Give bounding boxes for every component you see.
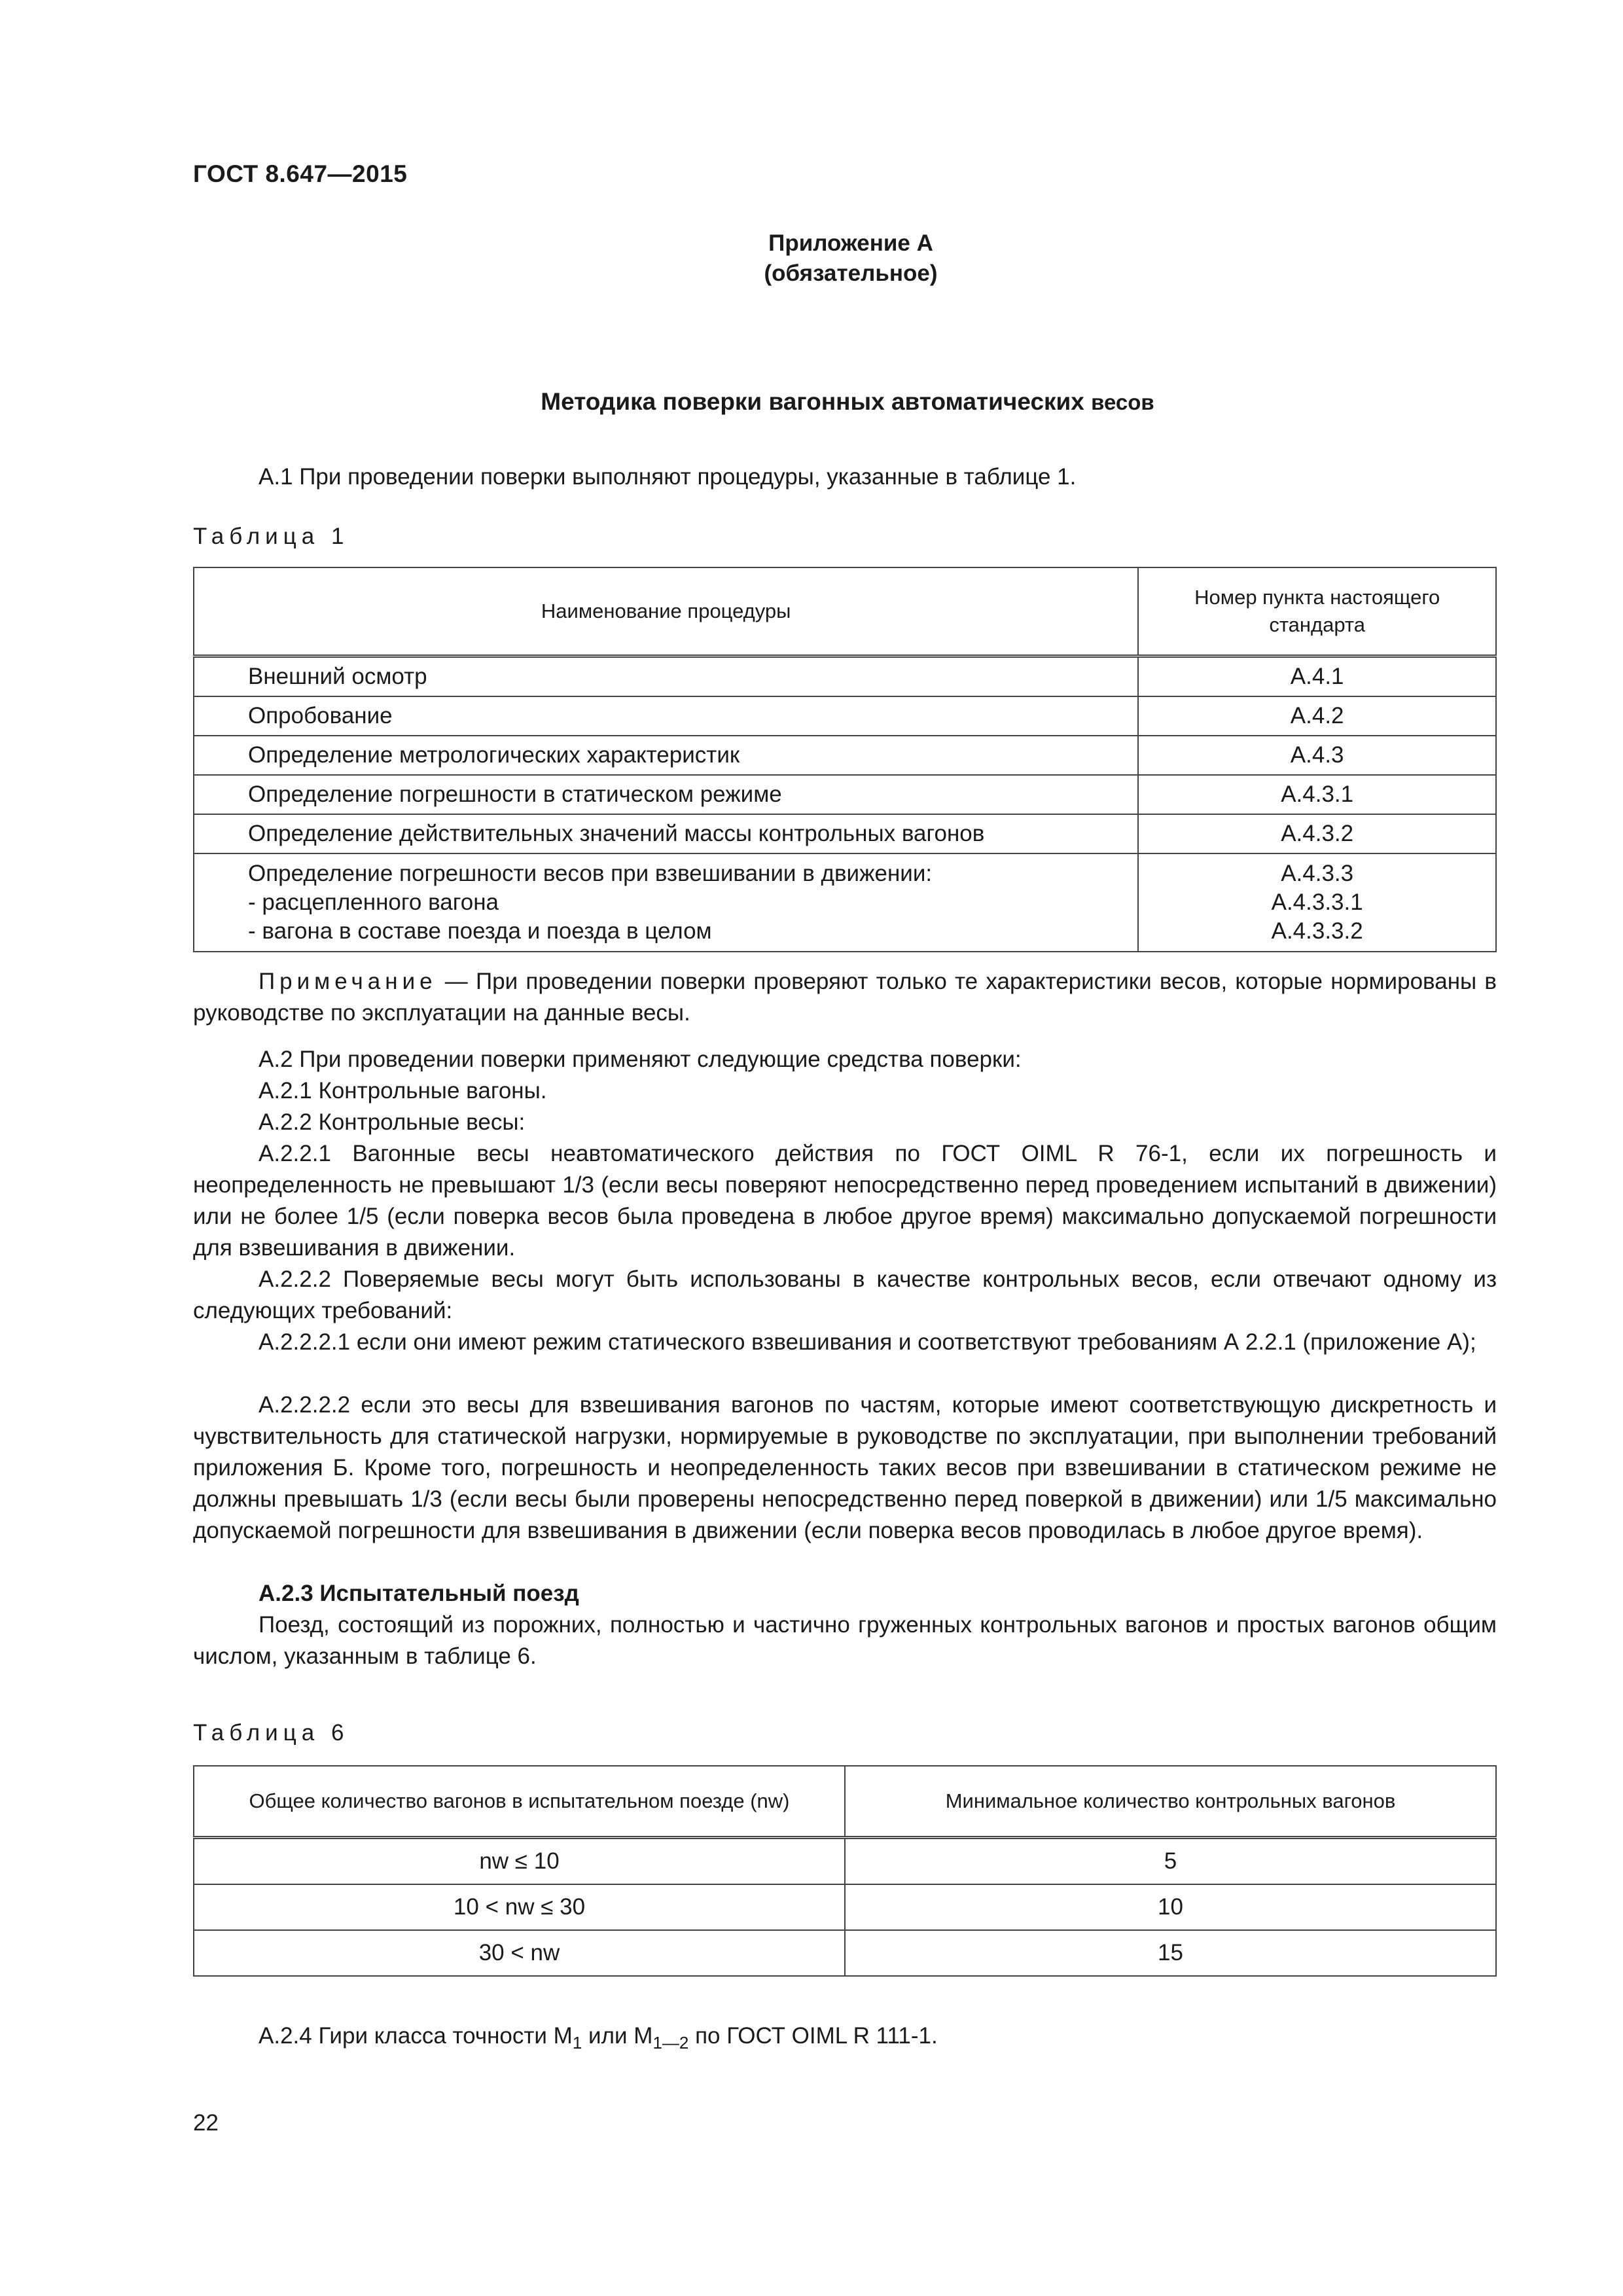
a24-subscript-1: 1 [572,2033,582,2053]
note-label: Примечание [259,969,437,994]
clause-number: А.4.1 [1138,656,1496,697]
table-row [194,696,1496,736]
appendix-subtitle: (обязательное) [764,260,938,286]
method-title-main: Методика поверки вагонных автоматических [541,388,1084,415]
table1-caption: Таблица 1 [193,524,349,549]
table-header-row [194,567,1496,656]
paragraph-a2-3-heading: А.2.3 Испытательный поезд [259,1581,579,1606]
wagon-total-range: nw ≤ 10 [194,1838,845,1885]
paragraph-a2-2-2: А.2.2.2 Поверяемые весы могут быть использованы в качестве контрольных весов, если отвечают одному из следующих требований: [193,1266,1497,1323]
method-title [193,388,1502,416]
table-row [194,1930,1496,1976]
table-row [194,775,1496,814]
table-1 [193,567,1497,952]
procedure-name: Определение погрешности в статическом режиме [194,775,1138,814]
clause-number [1138,853,1496,952]
paragraph-a2-1: А.2.1 Контрольные вагоны. [259,1078,547,1103]
procedure-name: Внешний осмотр [194,656,1138,697]
table-6 [193,1765,1497,1977]
table-row [194,814,1496,853]
table-row [194,853,1496,952]
a24-subscript-2: 1—2 [652,2033,689,2053]
paragraph-a2-2: А.2.2 Контрольные весы: [259,1109,526,1135]
paragraph-a2-2-2-1: А.2.2.2.1 если они имеют режим статического взвешивания и соответствуют требованиям А 2.2.1 (приложение А); [259,1329,1476,1355]
procedure-name: Определение действительных значений массы контрольных вагонов [194,814,1138,853]
table1-note [193,966,1497,1029]
procedure-line: Определение погрешности весов при взвешивании в движении: [248,861,933,886]
table-row [194,1884,1496,1930]
min-control-wagons: 5 [845,1838,1496,1885]
procedure-name [194,853,1138,952]
table-header-cell: Наименование процедуры [194,567,1138,656]
table-header-cell: Номер пункта настоящего стандарта [1138,567,1496,656]
procedure-line: - расцепленного вагона [248,889,499,915]
paragraph-a2-3-text: Поезд, состоящий из порожних, полностью и частично груженных контрольных вагонов и простых вагонов общим числом, указанным в таблице 6. [193,1612,1497,1669]
table-header-cell: Минимальное количество контрольных вагонов [845,1766,1496,1838]
procedure-name: Определение метрологических характеристик [194,736,1138,775]
procedure-name: Опробование [194,696,1138,736]
clause-line: А.4.3.3 [1281,861,1354,886]
min-control-wagons: 15 [845,1930,1496,1976]
paragraph-a2-2-2-2: А.2.2.2.2 если это весы для взвешивания вагонов по частям, которые имеют соответствующую дискретность и чувствительность для статической нагрузки, нормируемые в руководстве по эксплуатации, при выполнении требований приложения Б. Кроме того, погрешность и неопределенность таких весов при взвешивании в статическом режиме не должны превышать 1/3 (если весы были проверены непосредственно перед поверкой в движении) или 1/5 максимально допускаемой погрешности для взвешивания в движении (если поверка весов проводилась в любое другое время). [193,1392,1497,1543]
a24-mid: или М [582,2023,653,2049]
document-code: ГОСТ 8.647—2015 [193,160,408,187]
method-title-tail: весов [1091,390,1154,414]
paragraph-a2-4 [193,2020,1497,2058]
min-control-wagons: 10 [845,1884,1496,1930]
clause-number: А.4.3.2 [1138,814,1496,853]
table6-caption: Таблица 6 [193,1720,349,1746]
a24-prefix: А.2.4 Гири класса точности М [259,2023,573,2049]
wagon-total-range: 30 < nw [194,1930,845,1976]
clause-number: А.4.2 [1138,696,1496,736]
note-text: — При проведении поверки проверяют только те характеристики весов, которые нормированы в руководстве по эксплуатации на данные весы. [193,969,1497,1026]
paragraph-a1: А.1 При проведении поверки выполняют процедуры, указанные в таблице 1. [259,464,1077,490]
clause-number: А.4.3.1 [1138,775,1496,814]
page-number: 22 [193,2110,219,2136]
clause-line: А.4.3.3.2 [1271,918,1363,944]
table-row [194,1838,1496,1885]
paragraph-a2: А.2 При проведении поверки применяют следующие средства поверки: [259,1047,1022,1072]
table-row [194,656,1496,697]
clause-line: А.4.3.3.1 [1271,889,1363,915]
a24-suffix: по ГОСТ OIML R 111-1. [688,2023,938,2049]
appendix-title: Приложение А [768,230,933,256]
table-header-cell: Общее количество вагонов в испытательном поезде (nw) [194,1766,845,1838]
wagon-total-range: 10 < nw ≤ 30 [194,1884,845,1930]
table-row [194,736,1496,775]
paragraph-a2-2-1: А.2.2.1 Вагонные весы неавтоматического действия по ГОСТ OIML R 76-1, если их погрешность и неопределенность не превышают 1/3 (если весы поверяют непосредственно перед проведением испытаний в движении) или не более 1/5 (если поверка весов была проведена в любое другое время) максимально допускаемой погрешности для взвешивания в движении. [193,1141,1497,1261]
table-header-row [194,1766,1496,1838]
procedure-line: - вагона в составе поезда и поезда в целом [248,918,712,944]
clause-number: А.4.3 [1138,736,1496,775]
